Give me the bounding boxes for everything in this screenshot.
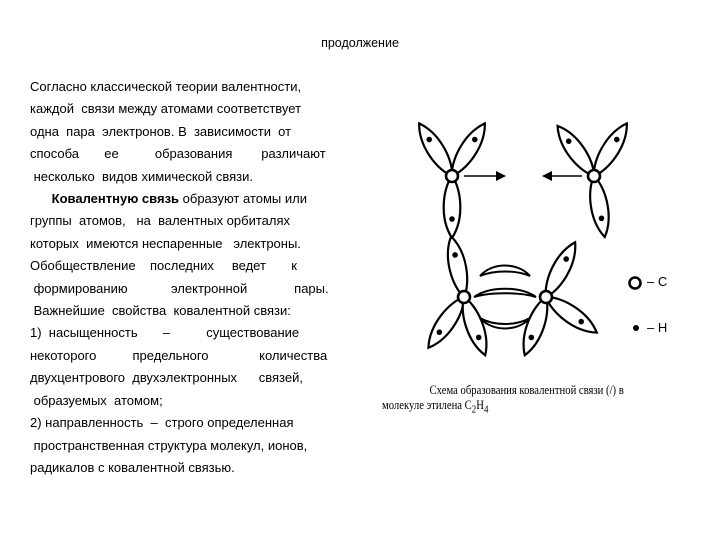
caption-prefix: молекуле этилена C: [382, 397, 472, 412]
text-line: каждой связи между атомами соответствует: [30, 101, 302, 117]
text-line: 1) насыщенность – существование: [30, 325, 300, 341]
text-line: группы атомов, на валентных орбиталях: [30, 213, 291, 229]
carbon-atom-icon: [630, 278, 641, 289]
text-line: некоторого предельного количества: [30, 347, 328, 363]
text-line: формированию электронной пары.: [30, 280, 329, 296]
carbon-orbital-upper-left: [412, 119, 492, 238]
caption-sub-1: 2: [471, 403, 477, 416]
caption-line-2: [382, 397, 628, 418]
caption-mid: H: [476, 397, 484, 412]
text-line: пространственная структура молекул, ионов,: [30, 437, 308, 453]
legend-hydrogen-label: – H: [647, 320, 668, 335]
text-line: двухцентрового двухэлектронных связей,: [30, 370, 303, 386]
page-heading: продолжение: [321, 36, 399, 50]
text-line: Согласно классической теории валентности,: [30, 79, 302, 94]
text-line: которых имеются неспаренные электроны.: [30, 235, 301, 251]
text-line: несколько видов химической связи.: [30, 168, 253, 184]
diagram-caption: [382, 382, 628, 418]
carbon-orbital-upper-right: [551, 119, 634, 238]
ethylene-molecule: [422, 235, 602, 358]
term-line-rest: образуют атомы или: [179, 191, 307, 207]
bond-arrow-right: [542, 171, 582, 181]
caption-line-1: Схема образования ковалентной связи (/) в: [429, 382, 624, 397]
text-line: 2) направленность – строго определенная: [30, 415, 294, 431]
ethylene-bond-diagram: [380, 90, 690, 380]
caption-sub-2: 4: [483, 403, 489, 416]
body-text: [30, 76, 370, 479]
text-line: способа ее образования различают: [30, 146, 326, 162]
text-line: образуемых атомом;: [30, 392, 163, 408]
text-line: одна пара электронов. В зависимости от: [30, 123, 292, 139]
text-line: Важнейшие свойства ковалентной связи:: [30, 303, 291, 319]
covalent-bond-term: Ковалентную связь: [51, 191, 180, 207]
hydrogen-atom-icon: [633, 325, 639, 331]
bond-arrow-left: [464, 171, 506, 181]
text-line: радикалов с ковалентной связью.: [30, 459, 235, 475]
term-indent: [30, 191, 52, 206]
legend-carbon-label: – C: [647, 274, 668, 289]
term-line: [30, 188, 370, 210]
text-line: Обобществление последних ведет к: [30, 258, 297, 274]
